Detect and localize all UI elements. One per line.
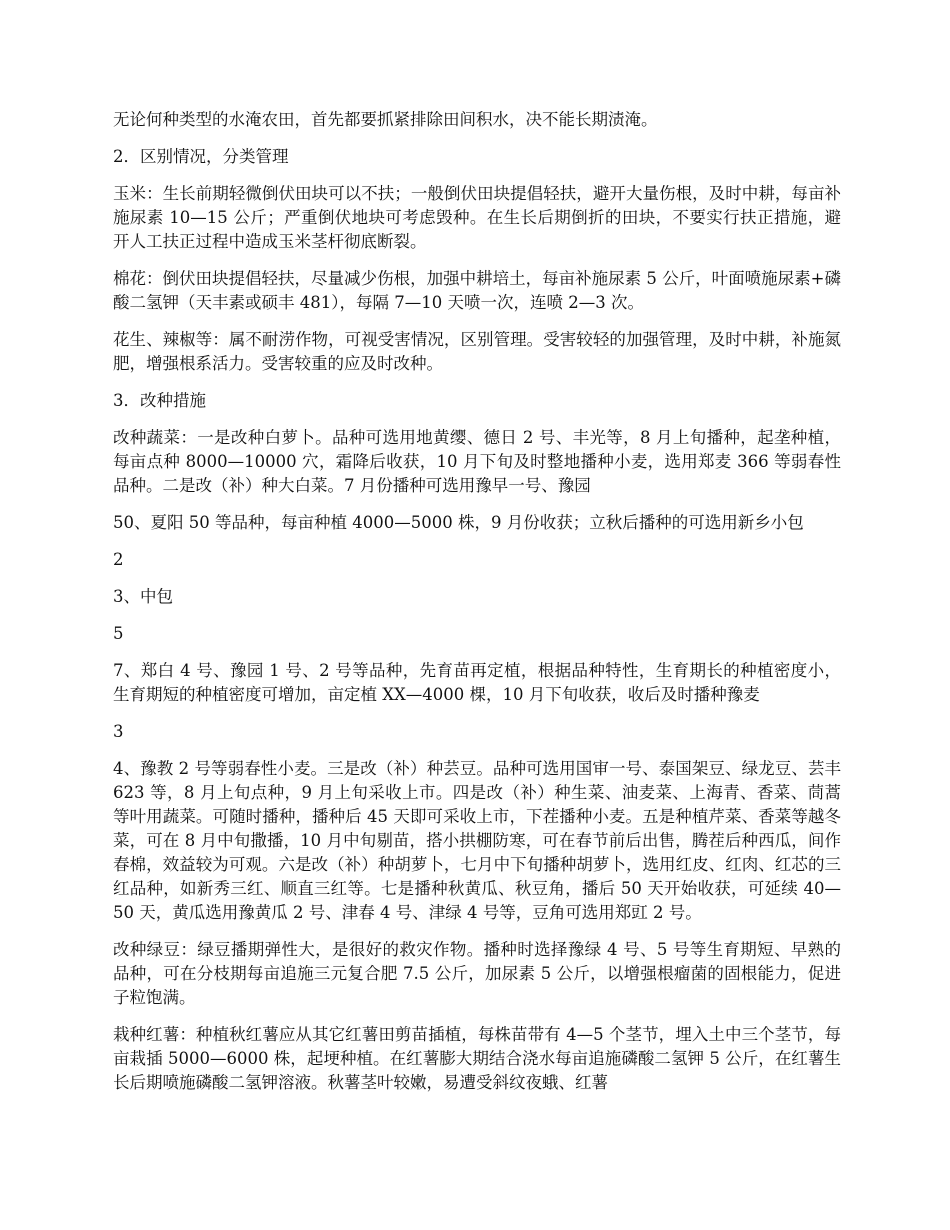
paragraph-cotton: 棉花：倒伏田块提倡轻扶，尽量减少伤根，加强中耕培土，每亩补施尿素 5 公斤，叶面喷施尿素+磷酸二氢钾（天丰素或硕丰 481），每隔 7—10 天喷一次，连喷 2—3 次。 (113, 269, 841, 312)
paragraph-medium-pack: 3、中包 (113, 587, 173, 606)
paragraph-zhengbai: 7、郑白 4 号、豫园 1 号、2 号等品种，先育苗再定植，根据品种特性，生育期长的种植密度小，生育期短的种植密度可增加，亩定植 XX—4000 棵，10 月下旬收获，收后及时播种豫麦 (113, 661, 841, 704)
paragraph-number: 5 (113, 624, 124, 643)
paragraph-peanut-pepper: 花生、辣椒等：属不耐涝作物，可视受害情况，区别管理。受害较轻的加强管理，及时中耕，补施氮肥，增强根系活力。受害较重的应及时改种。 (113, 330, 841, 373)
paragraph-corn: 玉米：生长前期轻微倒伏田块可以不扶；一般倒伏田块提倡轻扶，避开大量伤根，及时中耕，每亩补施尿素 10—15 公斤；严重倒伏地块可考虑毁种。在生长后期倒折的田块，不要实行扶正措施，避开人工扶正过程中造成玉米茎杆彻底断裂。 (113, 184, 841, 251)
document-body (113, 108, 841, 1108)
heading-replanting-measures: 3．改种措施 (113, 391, 206, 410)
heading-classified-management: 2．区别情况，分类管理 (113, 147, 289, 166)
paragraph-vegetables-radish: 改种蔬菜：一是改种白萝卜。品种可选用地黄缨、德日 2 号、丰光等，8 月上旬播种，起垄种植，每亩点种 8000—10000 穴，霜降后收获，10 月下旬及时整地播种小麦，选用郑麦 366 等弱春性品种。二是改（补）种大白菜。7 月份播种可选用豫早一号、豫园 (113, 428, 841, 495)
paragraph-cabbage-varieties: 50、夏阳 50 等品种，每亩种植 4000—5000 株，9 月份收获；立秋后播种的可选用新乡小包 (113, 513, 804, 532)
paragraph-number: 2 (113, 550, 124, 569)
paragraph-drainage: 无论何种类型的水淹农田，首先都要抓紧排除田间积水，决不能长期渍淹。 (113, 110, 658, 129)
paragraph-sweet-potato: 栽种红薯：种植秋红薯应从其它红薯田剪苗插植，每株苗带有 4—5 个茎节，埋入土中三个茎节，每亩栽插 5000—6000 株，起埂种植。在红薯膨大期结合浇水每亩追施磷酸二氢钾 5 公斤，在红薯生长后期喷施磷酸二氢钾溶液。秋薯茎叶较嫩，易遭受斜纹夜蛾、红薯 (113, 1025, 841, 1092)
paragraph-number: 3 (113, 722, 124, 741)
paragraph-mung-bean: 改种绿豆：绿豆播期弹性大，是很好的救灾作物。播种时选择豫绿 4 号、5 号等生育期短、早熟的品种，可在分枝期每亩追施三元复合肥 7.5 公斤，加尿素 5 公斤，以增强根瘤菌的固根能力，促进子粒饱满。 (113, 940, 841, 1007)
paragraph-wheat-beans: 4、豫教 2 号等弱春性小麦。三是改（补）种芸豆。品种可选用国审一号、泰国架豆、绿龙豆、芸丰 623 等，8 月上旬点种，9 月上旬采收上市。四是改（补）种生菜、油麦菜、上海青、香菜、茼蒿等叶用蔬菜。可随时播种，播种后 45 天即可采收上市，下茬播种小麦。五是种植芹菜、香菜等越冬菜，可在 8 月中旬撒播，10 月中旬剔苗，搭小拱棚防寒，可在春节前后出售，腾茬后种西瓜，间作春棉，效益较为可观。六是改（补）种胡萝卜，七月中下旬播种胡萝卜，选用红皮、红肉、红芯的三红品种，如新秀三红、顺直三红等。七是播种秋黄瓜、秋豆角，播后 50 天开始收获，可延续 40—50 天，黄瓜选用豫黄瓜 2 号、津春 4 号、津绿 4 号等，豆角可选用郑豇 2 号。 (113, 759, 841, 922)
